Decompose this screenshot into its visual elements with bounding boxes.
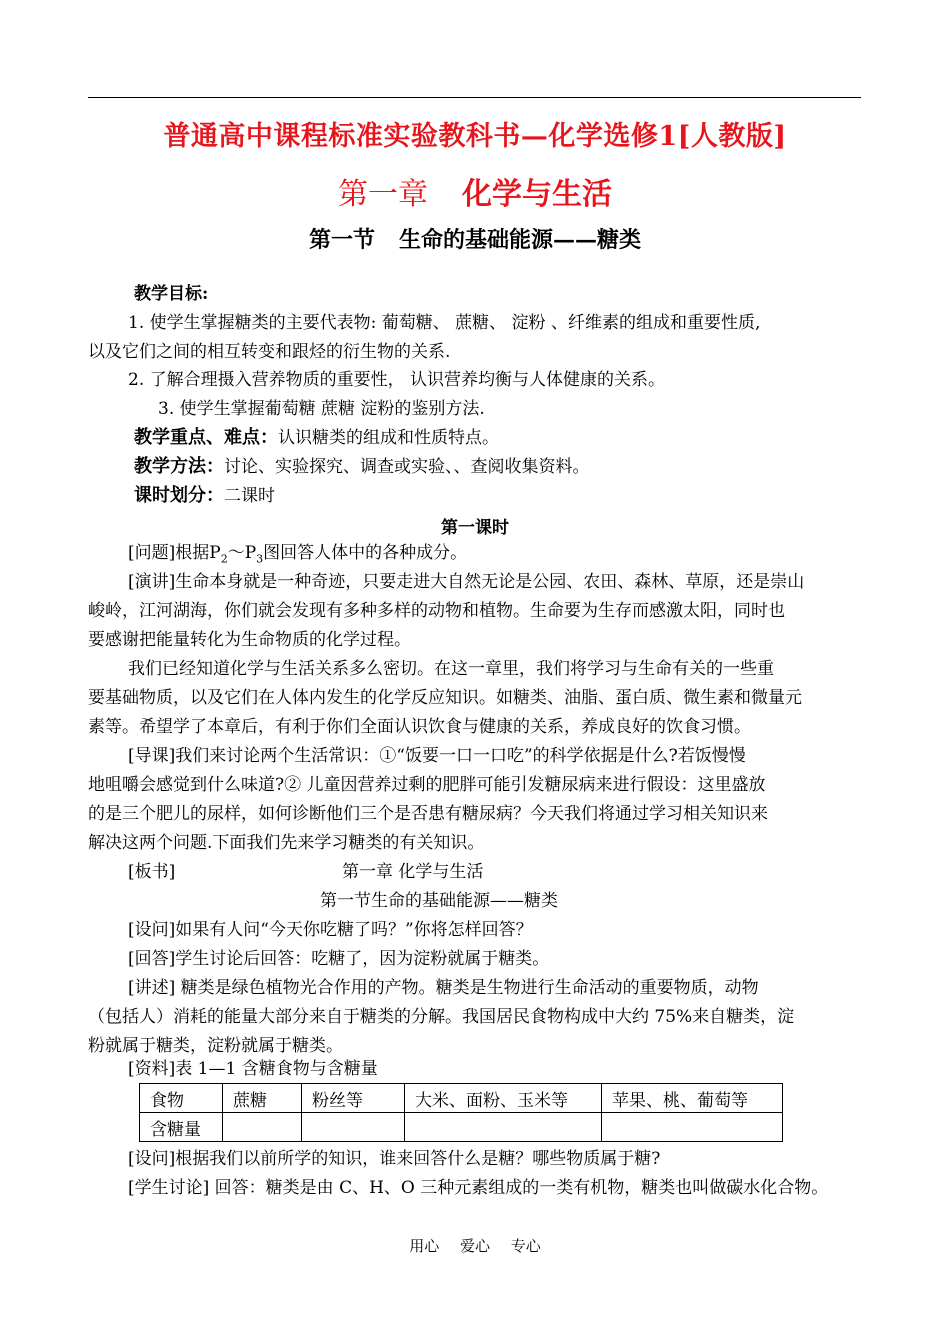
lecture-line-1: [讲述] 糖类是绿色植物光合作用的产物。糖类是生物进行生命活动的重要物质，动物 <box>128 978 759 998</box>
question-line <box>128 542 908 570</box>
table-cell: 食物 <box>140 1084 223 1113</box>
speech-line-2: 峻岭，江河湖海，你们就会发现有多种多样的动物和植物。生命要为生存而感激太阳，同时也 <box>88 601 785 621</box>
header-rule <box>88 97 861 98</box>
footer-word: 用心 <box>409 1237 440 1255</box>
intro-line-4: 解决这两个问题.下面我们先来学习糖类的有关知识。 <box>88 833 485 853</box>
table-cell <box>302 1113 405 1142</box>
objectives-heading: 教学目标: <box>134 284 209 304</box>
table-cell: 粉丝等 <box>302 1084 405 1113</box>
table-caption: [资料]表 1—1 含糖食物与含糖量 <box>128 1059 378 1079</box>
paragraph-2-line-1: 我们已经知道化学与生活关系多么密切。在这一章里，我们将学习与生命有关的一些重 <box>128 659 774 679</box>
class-hours-value: 二课时 <box>224 486 275 506</box>
subscript-2: 2 <box>220 552 228 566</box>
objective-2: 2. 了解合理摄入营养物质的重要性， 认识营养均衡与人体健康的关系。 <box>128 370 666 390</box>
intro-line-3: 的是三个肥儿的尿样，如何诊断他们三个是否患有糖尿病？今天我们将通过学习相关知识来 <box>88 804 768 824</box>
objective-3: 3. 使学生掌握葡萄糖 蔗糖 淀粉的鉴别方法. <box>158 399 485 419</box>
board-label: [板书] <box>128 862 176 882</box>
section-number: 第一节 <box>308 227 375 253</box>
paragraph-2-line-3: 素等。希望学了本章后，有利于你们全面认识饮食与健康的关系，养成良好的饮食习惯。 <box>88 717 751 737</box>
table-row <box>140 1084 783 1113</box>
discussion-line: [学生讨论] 回答：糖类是由 C、H、O 三种元素组成的一类有机物，糖类也叫做碳水化合物。 <box>128 1178 829 1198</box>
footer-word: 爱心 <box>459 1237 490 1255</box>
board-line-1: 第一章 化学与生活 <box>342 862 484 882</box>
class-hours <box>134 485 914 507</box>
key-points-label: 教学重点、难点： <box>134 427 278 448</box>
class-hours-label: 课时划分： <box>134 485 224 506</box>
intro-line-1: [导课]我们来讨论两个生活常识：①“饭要一口一口吃”的科学依据是什么?若饭慢慢 <box>128 746 746 766</box>
objective-1-line-2: 以及它们之间的相互转变和跟烃的衍生物的关系. <box>88 342 451 362</box>
question-text-mid: ～P <box>227 543 257 563</box>
teaching-method-value: 讨论、实验探究、调查或实验、、查阅收集资料。 <box>224 457 590 477</box>
teaching-method-label: 教学方法： <box>134 456 224 477</box>
board-line-2: 第一节生命的基础能源——糖类 <box>320 891 558 911</box>
table-cell: 含糖量 <box>140 1113 223 1142</box>
answer-line-1: [回答]学生讨论后回答：吃糖了，因为淀粉就属于糖类。 <box>128 949 550 969</box>
key-points <box>134 427 914 449</box>
question-text-end: 图回答人体中的各种成分。 <box>263 543 468 563</box>
ask-line-1: [设问]如果有人问“今天你吃糖了吗？”你将怎样回答？ <box>128 920 533 940</box>
page-footer <box>0 1235 950 1256</box>
table-cell <box>405 1113 602 1142</box>
ask-line-2: [设问]根据我们以前所学的知识，谁来回答什么是糖？哪些物质属于糖? <box>128 1149 661 1169</box>
question-text-start: [问题]根据P <box>128 543 221 563</box>
table-cell: 蔗糖 <box>223 1084 302 1113</box>
key-points-value: 认识糖类的组成和性质特点。 <box>278 428 499 448</box>
table-cell: 大米、面粉、玉米等 <box>405 1084 602 1113</box>
paragraph-2-line-2: 要基础物质，以及它们在人体内发生的化学反应知识。如糖类、油脂、蛋白质、微生素和微量元 <box>88 688 802 708</box>
lecture-line-3: 粉就属于糖类，淀粉就属于糖类。 <box>88 1036 343 1056</box>
section-heading <box>0 223 950 254</box>
subscript-3: 3 <box>256 552 264 566</box>
table-cell <box>602 1113 783 1142</box>
sugar-content-table <box>139 1083 783 1142</box>
chapter-heading <box>0 169 950 213</box>
speech-line-3: 要感谢把能量转化为生命物质的化学过程。 <box>88 630 411 650</box>
lesson-title: 第一课时 <box>441 518 509 538</box>
table-cell: 苹果、桃、葡萄等 <box>602 1084 783 1113</box>
intro-line-2: 地咀嚼会感觉到什么味道?② 儿童因营养过剩的肥胖可能引发糖尿病来进行假设：这里盛放 <box>88 775 766 795</box>
lecture-line-2: （包括人）消耗的能量大部分来自于糖类的分解。我国居民食物构成中大约 75%来自糖类，淀 <box>88 1007 795 1027</box>
chapter-name: 化学与生活 <box>462 177 612 212</box>
table-row <box>140 1113 783 1142</box>
footer-word: 专心 <box>510 1237 541 1255</box>
section-name: 生命的基础能源——糖类 <box>399 227 642 253</box>
objective-1-line-1: 1. 使学生掌握糖类的主要代表物: 葡萄糖、 蔗糖、 淀粉 、纤维素的组成和重要性质, <box>128 313 761 333</box>
document-title: 普通高中课程标准实验教科书—化学选修1[人教版] <box>163 121 787 152</box>
chapter-number: 第一章 <box>338 177 428 212</box>
teaching-method <box>134 456 914 478</box>
table-cell <box>223 1113 302 1142</box>
speech-line-1: [演讲]生命本身就是一种奇迹，只要走进大自然无论是公园、农田、森林、草原，还是崇山 <box>128 572 805 592</box>
